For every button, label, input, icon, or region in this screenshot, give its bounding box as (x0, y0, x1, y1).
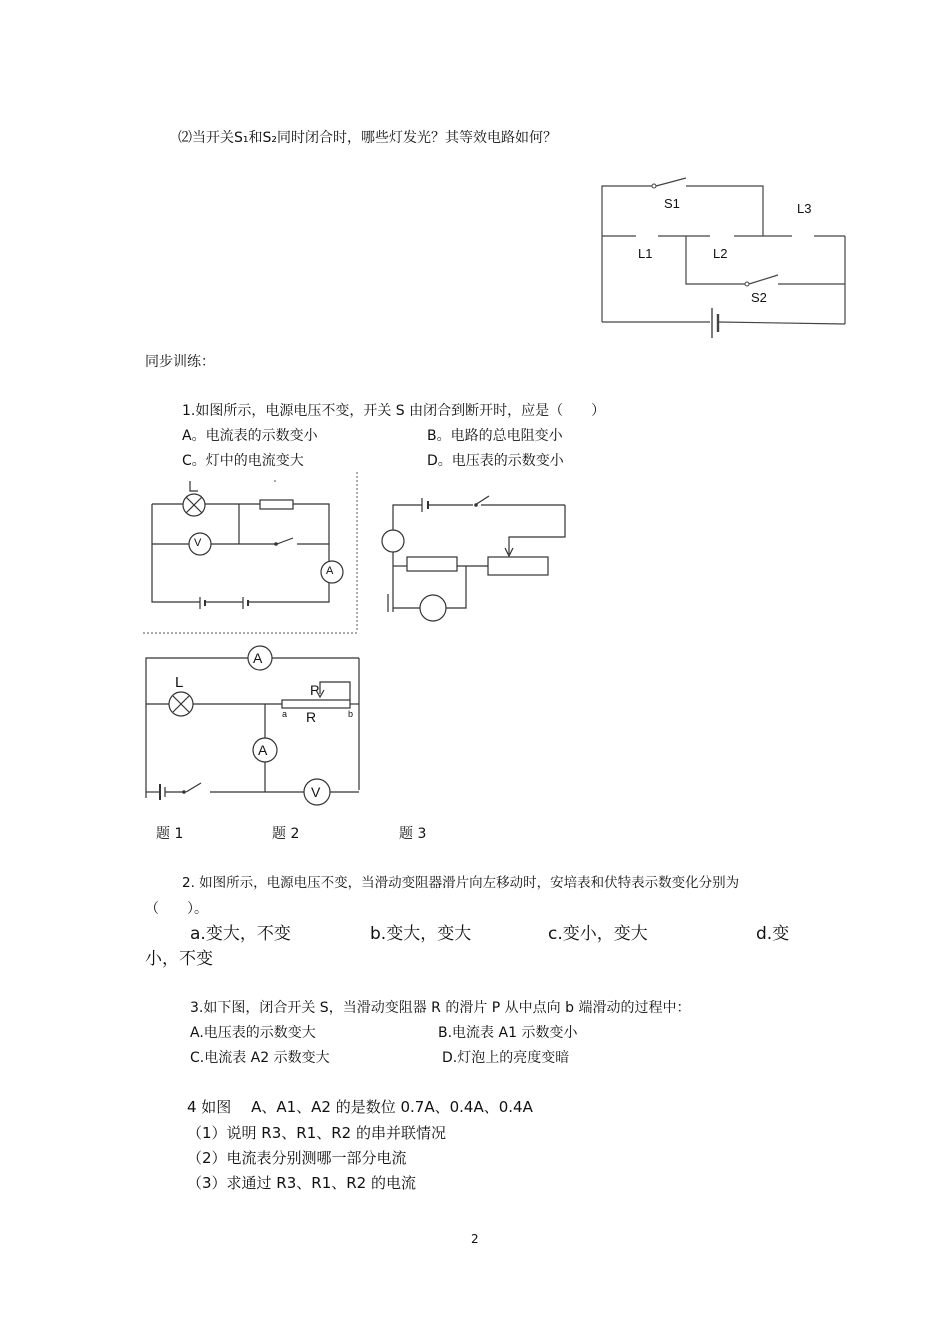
p2-stem-line2: （ ）。 (145, 901, 208, 917)
p4-stem: 4 如图 A、A1、A2 的是数位 0.7A、0.4A、0.4A (187, 1098, 533, 1116)
p4-item1: （1）说明 R3、R1、R2 的串并联情况 (187, 1124, 446, 1142)
p2-option-c: c.变小，变大 (548, 924, 648, 944)
fig3-slider-label: P (310, 682, 320, 698)
fig3-voltmeter-label: V (311, 784, 321, 800)
sync-heading: 同步训练： (145, 354, 215, 370)
p4-item3: （3）求通过 R3、R1、R2 的电流 (187, 1174, 416, 1192)
q2-text: ⑵当开关S₁和S₂同时闭合时，哪些灯发光？其等效电路如何？ (178, 130, 557, 146)
fig3-resistor-label: R (306, 709, 317, 725)
caption-fig3: 题 3 (399, 826, 427, 842)
p3-option-c: C.电流表 A2 示数变大 (190, 1050, 330, 1066)
p3-stem: 3.如下图，闭合开关 S，当滑动变阻器 R 的滑片 P 从中点向 b 端滑动的过程中： (190, 1000, 691, 1016)
p2-option-a: a.变大，不变 (190, 924, 291, 944)
p1-option-a: A。电流表的示数变小 (182, 428, 318, 444)
label-l3: L3 (797, 201, 812, 216)
p2-stem-line1: 2. 如图所示，电源电压不变，当滑动变阻器滑片向左移动时，安培表和伏特表示数变化分别为 (182, 875, 740, 891)
p3-option-d: D.灯泡上的亮度变暗 (442, 1050, 570, 1066)
fig3-end-a-label: a (282, 709, 288, 719)
fig3-lamp-label: L (175, 674, 184, 691)
p1-stem: 1.如图所示，电源电压不变，开关 S 由闭合到断开时，应是（ ） (182, 403, 606, 419)
fig3-end-b-label: b (348, 709, 354, 719)
p1-option-d: D。电压表的示数变小 (427, 453, 564, 469)
p1-option-c: C。灯中的电流变大 (182, 453, 304, 469)
fig3-ammeter-a1-label: A (253, 650, 263, 666)
p3-option-a: A.电压表的示数变大 (190, 1025, 316, 1041)
fig1-ammeter-label: A (326, 565, 334, 577)
caption-fig2: 题 2 (272, 826, 300, 842)
fig3-ammeter-a2-label: A (258, 742, 268, 758)
fig1-voltmeter-label: V (194, 537, 202, 549)
label-l1: L1 (638, 246, 653, 261)
caption-fig1: 题 1 (156, 826, 184, 842)
p1-option-b: B。电路的总电阻变小 (427, 428, 563, 444)
p2-option-d-part2: 小，不变 (145, 949, 213, 969)
label-l2: L2 (713, 246, 728, 261)
p2-option-d-part1: d.变 (756, 924, 790, 944)
p3-option-b: B.电流表 A1 示数变小 (438, 1025, 578, 1041)
label-s2: S2 (751, 290, 767, 305)
label-s1: S1 (664, 196, 680, 211)
page-number: 2 (471, 1232, 479, 1246)
p4-item2: （2）电流表分别测哪一部分电流 (187, 1149, 407, 1167)
p2-option-b: b.变大，变大 (370, 924, 472, 944)
